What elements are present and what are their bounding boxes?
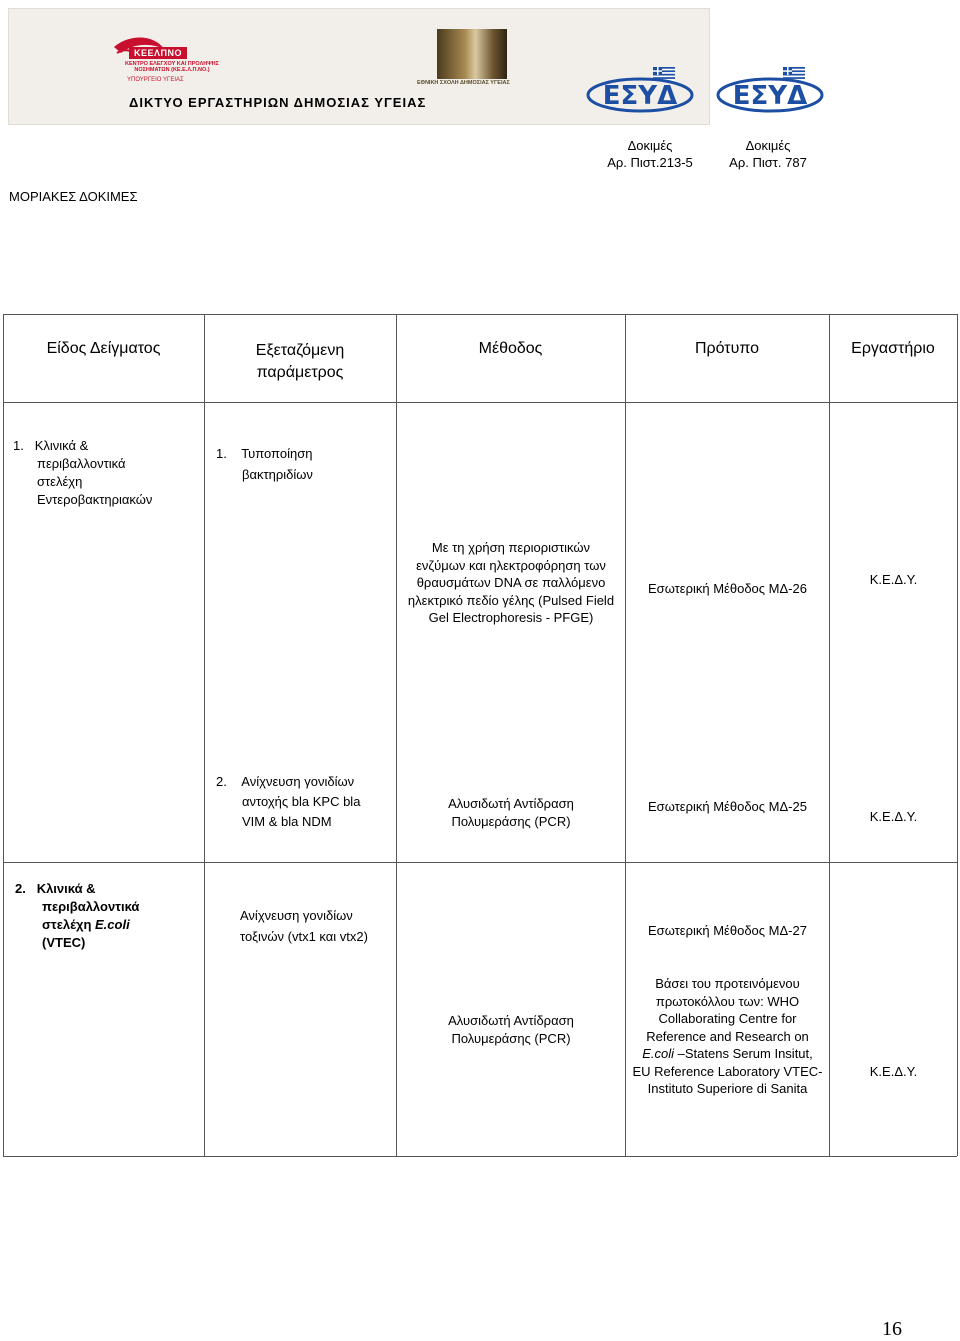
group1-test1-lab: Κ.Ε.Δ.Υ. [869, 572, 918, 587]
test1-param-line2: βακτηριδίων [242, 467, 313, 482]
group2-param-line2: τοξινών (vtx1 και vtx2) [240, 929, 368, 944]
accreditation-2-line1: Δοκιμές [745, 138, 791, 153]
group1-sample-line4: Εντεροβακτηριακών [37, 492, 153, 507]
table-row-divider [3, 862, 957, 863]
section-title: ΜΟΡΙΑΚΕΣ ΔΟΚΙΜΕΣ [9, 189, 138, 204]
table-border-left [3, 314, 4, 1156]
test1-method-line1: Με τη χρήση περιοριστικών [431, 540, 591, 555]
test1-param-line1: Τυποποίηση [241, 446, 313, 461]
header-sample-type: Είδος Δείγματος [46, 340, 161, 357]
group2-method-line1: Αλυσιδωτή Αντίδραση [448, 1013, 574, 1028]
table-border-top [3, 314, 957, 315]
group2-standard-line6: EU Reference Laboratory VTEC- [632, 1063, 823, 1079]
accreditation-2-line2: Αρ. Πιστ. 787 [729, 155, 807, 170]
test2-method-line2: Πολυμεράσης (PCR) [451, 814, 571, 829]
group2-sample-line2: περιβαλλοντικά [42, 899, 140, 914]
school-label: ΕΘΝΙΚΗ ΣΧΟΛΗ ΔΗΜΟΣΙΑΣ ΥΓΕΙΑΣ [417, 80, 510, 86]
group2-lab: Κ.Ε.Δ.Υ. [869, 1064, 918, 1079]
group1-number: 1. [13, 438, 24, 453]
group1-test2-method [397, 795, 625, 831]
school-emblem-image [437, 29, 507, 79]
group2-standard-line4: Reference and Research on [646, 1028, 809, 1044]
group1-test1-parameter [216, 445, 394, 484]
table-border-bottom [3, 1156, 957, 1157]
page-number: 16 [882, 1318, 902, 1340]
header-parameter [204, 340, 396, 384]
group2-parameter [240, 905, 395, 947]
network-title: ΔΙΚΤΥΟ ΕΡΓΑΣΤΗΡΙΩΝ ΔΗΜΟΣΙΑΣ ΥΓΕΙΑΣ [129, 95, 427, 110]
group2-sample-type [15, 880, 203, 952]
header-parameter-line1: Εξεταζόμενη [255, 342, 345, 359]
table-header-divider [3, 402, 957, 403]
group2-number: 2. [15, 881, 26, 896]
accreditation-1 [600, 137, 700, 171]
group1-test2-standard: Εσωτερική Μέθοδος ΜΔ-25 [648, 799, 807, 814]
keelpno-brand: ΚΕΕΛΠΝΟ [129, 47, 187, 59]
test2-number: 2. [216, 774, 227, 789]
table-col-divider [829, 314, 830, 1156]
group2-standard-line2: πρωτοκόλλου των: WHO [655, 993, 800, 1009]
header-laboratory: Εργαστήριο [851, 340, 935, 357]
group2-sample-line3: στελέχη [42, 917, 95, 932]
accreditation-1-line1: Δοκιμές [627, 138, 673, 153]
header-standard: Πρότυπο [694, 340, 760, 357]
header-method: Μέθοδος [478, 340, 543, 357]
group1-sample-type [13, 437, 203, 509]
group2-standard-ecoli: E.coli [642, 1046, 675, 1061]
esyd-logo-icon [585, 62, 700, 117]
test1-method-line2: ενζύμων και ηλεκτροφόρηση των [416, 557, 606, 573]
esyd-text-1: ΕΣΥΔ [602, 81, 678, 111]
test2-param-line2: αντοχής bla KPC bla [242, 794, 361, 809]
group1-sample-line1: Κλινικά & [34, 438, 89, 453]
group2-standard-line3: Collaborating Centre for [658, 1011, 797, 1026]
group2-param-line1: Ανίχνευση γονιδίων [240, 908, 353, 923]
group1-sample-line2: περιβαλλοντικά [37, 456, 126, 471]
test1-method-line3: θραυσμάτων DNA σε παλλόμενο [416, 575, 606, 590]
esyd-text-2: ΕΣΥΔ [732, 81, 808, 111]
group1-test2-lab: Κ.Ε.Δ.Υ. [869, 809, 918, 824]
test1-method-line4: ηλεκτρικό πεδίο γέλης (Pulsed Field [407, 592, 615, 608]
group2-method-line2: Πολυμεράσης (PCR) [451, 1031, 571, 1046]
test2-param-line1: Ανίχνευση γονιδίων [241, 774, 355, 789]
group2-method [397, 1012, 625, 1048]
group1-sample-line3: στελέχη [37, 474, 83, 489]
group2-sample-line1: Κλινικά & [36, 881, 96, 896]
group2-standard-ecoli-rest: –Statens Serum Insitut, [674, 1046, 813, 1061]
group1-test1-standard: Εσωτερική Μέθοδος ΜΔ-26 [648, 581, 807, 596]
ministry-label: ΥΠΟΥΡΓΕΙΟ ΥΓΕΙΑΣ [127, 77, 184, 83]
test2-method-line1: Αλυσιδωτή Αντίδραση [448, 796, 574, 811]
test1-method-line5: Gel Electrophoresis - PFGE) [428, 610, 594, 625]
esyd-logo-icon [715, 62, 830, 117]
test2-param-line3: VIM & bla NDM [242, 814, 332, 829]
group2-sample-ecoli: E.coli [95, 917, 130, 932]
keelpno-subtitle: ΚΕΝΤΡΟ ΕΛΕΓΧΟΥ ΚΑΙ ΠΡΟΛΗΨΗΣ ΝΟΣΗΜΑΤΩΝ (ΚΕ.Ε.Λ.Π.ΝΟ.) [125, 61, 219, 73]
group2-standard-line7: Instituto Superiore di Sanita [647, 1081, 808, 1096]
group1-test1-method [397, 539, 625, 627]
group2-standard-line1: Βάσει του προτεινόμενου [655, 976, 800, 991]
group2-standard-top: Εσωτερική Μέθοδος ΜΔ-27 [648, 923, 807, 938]
accreditation-1-line2: Αρ. Πιστ.213-5 [607, 155, 693, 170]
group2-sample-line4: (VTEC) [42, 935, 86, 950]
group2-standard-details [626, 975, 829, 1098]
test1-number: 1. [216, 446, 227, 461]
table-border-right [957, 314, 958, 1156]
header-parameter-line2: παράμετρος [256, 364, 344, 381]
group1-test2-parameter [216, 772, 394, 832]
table-col-divider [204, 314, 205, 1156]
accreditation-2 [718, 137, 818, 171]
